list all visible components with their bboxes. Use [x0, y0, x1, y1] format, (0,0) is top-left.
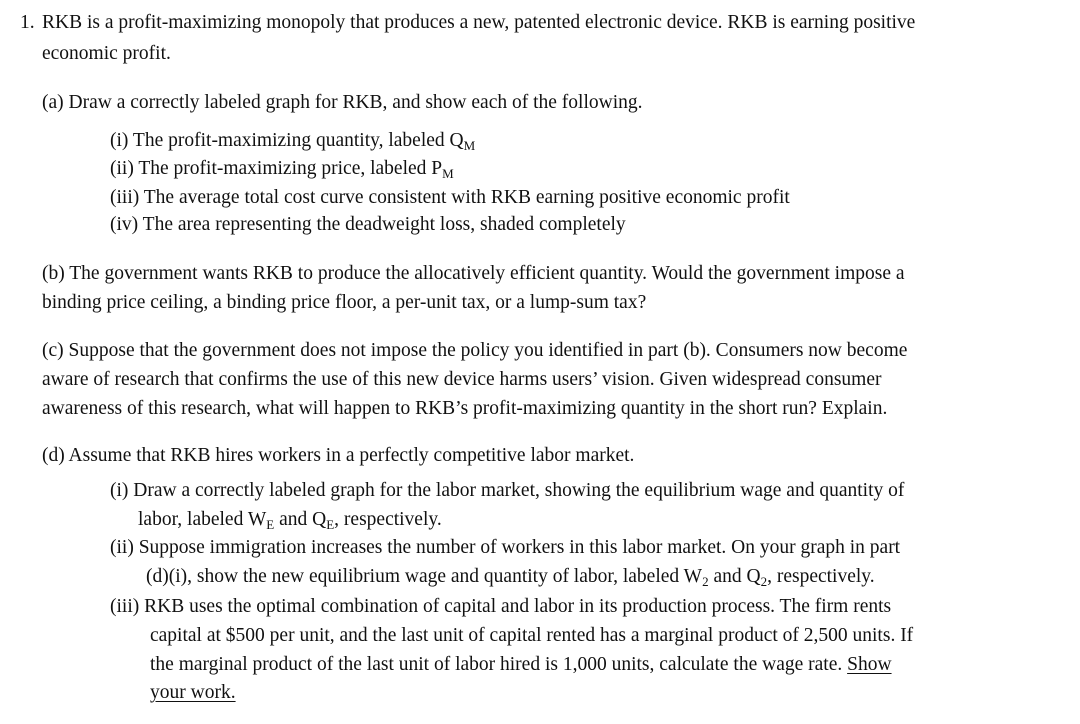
part-d-item-ii-line-2: (d)(i), show the new equilibrium wage and quantity of labor, labeled $W_2$ and $Q_2$, respectively. — [146, 566, 875, 589]
part-a-item-i: (i) The profit-maximizing quantity, labeled $Q_M$ — [110, 130, 476, 153]
part-d-item-iii-line-1: (iii) RKB uses the optimal combination of capital and labor in its production process. The firm rents — [110, 596, 892, 617]
show-your-work-emphasis: Show — [847, 654, 892, 675]
part-d-item-iii-line-4: your work. — [150, 682, 236, 703]
part-a-item-iii: (iii) The average total cost curve consistent with RKB earning positive economic profit — [110, 187, 790, 208]
part-a-item-iv: (iv) The area representing the deadweight loss, shaded completely — [110, 214, 626, 235]
part-d-item-iii-line-3: the marginal product of the last unit of labor hired is 1,000 units, calculate the wage rate. Show — [150, 654, 892, 675]
part-b-line-1: (b) The government wants RKB to produce the allocatively efficient quantity. Would the government impose a — [42, 263, 905, 284]
part-d-item-iii-line-2: capital at $500 per unit, and the last unit of capital rented has a marginal product of 2,500 units. If — [150, 625, 914, 646]
part-b-line-2: binding price ceiling, a binding price floor, a per-unit tax, or a lump-sum tax? — [42, 292, 647, 313]
part-a-item-ii: (ii) The profit-maximizing price, labeled $P_M$ — [110, 158, 454, 181]
part-c-line-2: aware of research that confirms the use of this new device harms users’ vision. Given widespread consumer — [42, 369, 882, 390]
part-d-item-i-line-1: (i) Draw a correctly labeled graph for the labor market, showing the equilibrium wage and quantity of — [110, 480, 905, 501]
part-d-item-ii-line-1: (ii) Suppose immigration increases the number of workers in this labor market. On your graph in part — [110, 537, 901, 558]
question-intro-line-1: RKB is a profit-maximizing monopoly that produces a new, patented electronic device. RKB is earning positive — [42, 12, 916, 33]
part-a-prompt: (a) Draw a correctly labeled graph for RKB, and show each of the following. — [42, 92, 643, 113]
part-d-prompt: (d) Assume that RKB hires workers in a perfectly competitive labor market. — [42, 445, 635, 466]
part-d-item-i-line-2: labor, labeled $W_E$ and $Q_E$, respectively. — [138, 509, 442, 532]
question-intro-line-2: economic profit. — [42, 43, 171, 64]
part-c-line-3: awareness of this research, what will happen to RKB’s profit-maximizing quantity in the short run? Explain. — [42, 398, 888, 419]
question-number: 1. — [20, 12, 35, 33]
part-c-line-1: (c) Suppose that the government does not impose the policy you identified in part (b). Consumers now become — [42, 340, 908, 361]
